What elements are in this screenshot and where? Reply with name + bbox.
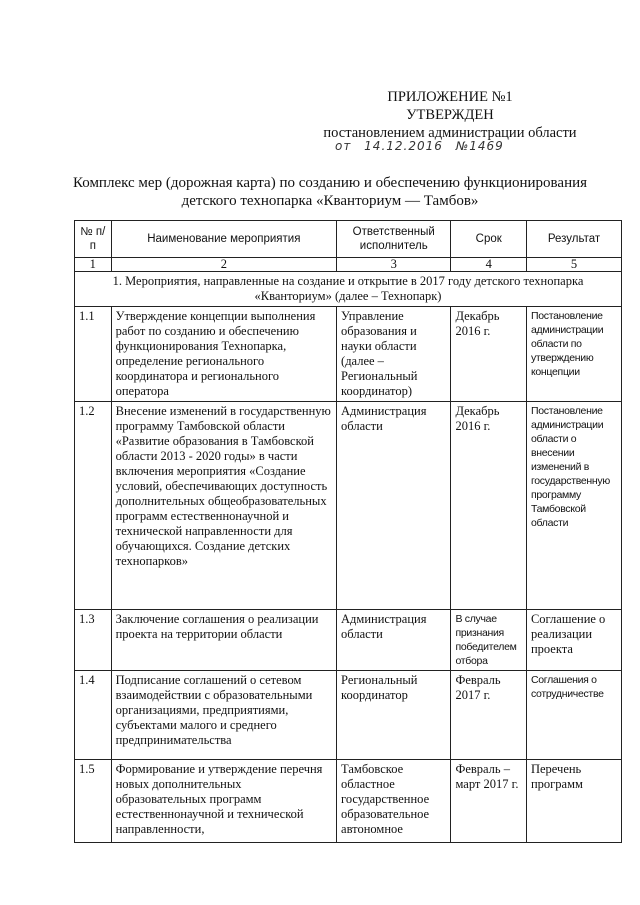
table-row bbox=[75, 610, 622, 671]
column-number: 2 bbox=[111, 258, 336, 272]
handwritten-date: 14.12.2016 bbox=[364, 139, 443, 153]
handwritten-number: №1469 bbox=[455, 139, 504, 153]
row-number: 1.4 bbox=[75, 671, 112, 760]
executor-cell: Администрация области bbox=[337, 610, 451, 671]
term-cell: Февраль – март 2017 г. bbox=[451, 760, 527, 843]
term-cell: Декабрь 2016 г. bbox=[451, 307, 527, 402]
column-number-row bbox=[75, 258, 622, 272]
activity-cell: Заключение соглашения о реализации проекта на территории области bbox=[111, 610, 336, 671]
section-title: 1. Мероприятия, направленные на создание и открытие в 2017 году детского технопарка «Кванториум» (далее – Технопарк) bbox=[75, 272, 622, 307]
table-row bbox=[75, 307, 622, 402]
table-row bbox=[75, 760, 622, 843]
activity-cell: Подписание соглашений о сетевом взаимодействии с образовательными организациями, предприятиями, субъектами малого и среднего предпринимательства bbox=[111, 671, 336, 760]
executor-cell: Администрация области bbox=[337, 402, 451, 610]
handwritten-date-number bbox=[335, 139, 512, 153]
executor-cell: Региональный координатор bbox=[337, 671, 451, 760]
header-executor: Ответственный исполнитель bbox=[337, 221, 451, 258]
column-number: 4 bbox=[451, 258, 527, 272]
appendix-number: ПРИЛОЖЕНИЕ №1 bbox=[387, 89, 513, 105]
table-header-row bbox=[75, 221, 622, 258]
header-number: № п/п bbox=[75, 221, 112, 258]
result-cell: Соглашение о реализации проекта bbox=[526, 610, 621, 671]
decree-line: постановлением администрации области bbox=[323, 125, 577, 141]
result-cell: Соглашения о сотрудничестве bbox=[526, 671, 621, 760]
column-number: 3 bbox=[337, 258, 451, 272]
approved-label: УТВЕРЖДЕН bbox=[406, 107, 494, 123]
result-cell: Постановление администрации области по утверждению концепции bbox=[526, 307, 621, 402]
roadmap-table bbox=[74, 220, 622, 843]
section-row bbox=[75, 272, 622, 307]
activity-cell: Утверждение концепции выполнения работ по созданию и обеспечению функционирования Технопарка, определение регионального координатора и регионального оператора bbox=[111, 307, 336, 402]
header-result: Результат bbox=[526, 221, 621, 258]
column-number: 1 bbox=[75, 258, 112, 272]
title-line-2: детского технопарка «Кванториум — Тамбов» bbox=[181, 193, 479, 209]
term-cell: Декабрь 2016 г. bbox=[451, 402, 527, 610]
column-number: 5 bbox=[526, 258, 621, 272]
activity-cell: Формирование и утверждение перечня новых дополнительных образовательных программ естественнонаучной и технической направленности, bbox=[111, 760, 336, 843]
result-cell: Постановление администрации области о внесении изменений в государственную программу Тамбовской области bbox=[526, 402, 621, 610]
table-row bbox=[75, 671, 622, 760]
term-cell: В случае признания победителем отбора bbox=[451, 610, 527, 671]
document-title bbox=[60, 174, 600, 210]
row-number: 1.3 bbox=[75, 610, 112, 671]
row-number: 1.1 bbox=[75, 307, 112, 402]
row-number: 1.5 bbox=[75, 760, 112, 843]
activity-cell: Внесение изменений в государственную программу Тамбовской области «Развитие образования в Тамбовской области 2013 - 2020 годы» в части включения мероприятия «Создание условий, обеспечивающих доступность дополнительных общеобразовательных программ естественнонаучной и технической направленности для обучающихся. Создание детских технопарков» bbox=[111, 402, 336, 610]
header-activity: Наименование мероприятия bbox=[111, 221, 336, 258]
term-cell: Февраль 2017 г. bbox=[451, 671, 527, 760]
executor-cell: Управление образования и науки области (далее – Региональный координатор) bbox=[337, 307, 451, 402]
row-number: 1.2 bbox=[75, 402, 112, 610]
executor-cell: Тамбовское областное государственное образовательное автономное bbox=[337, 760, 451, 843]
header-term: Срок bbox=[451, 221, 527, 258]
table-row bbox=[75, 402, 622, 610]
handwritten-prefix: от bbox=[335, 139, 352, 153]
title-line-1: Комплекс мер (дорожная карта) по созданию и обеспечению функционирования bbox=[72, 175, 588, 191]
result-cell: Перечень программ bbox=[526, 760, 621, 843]
